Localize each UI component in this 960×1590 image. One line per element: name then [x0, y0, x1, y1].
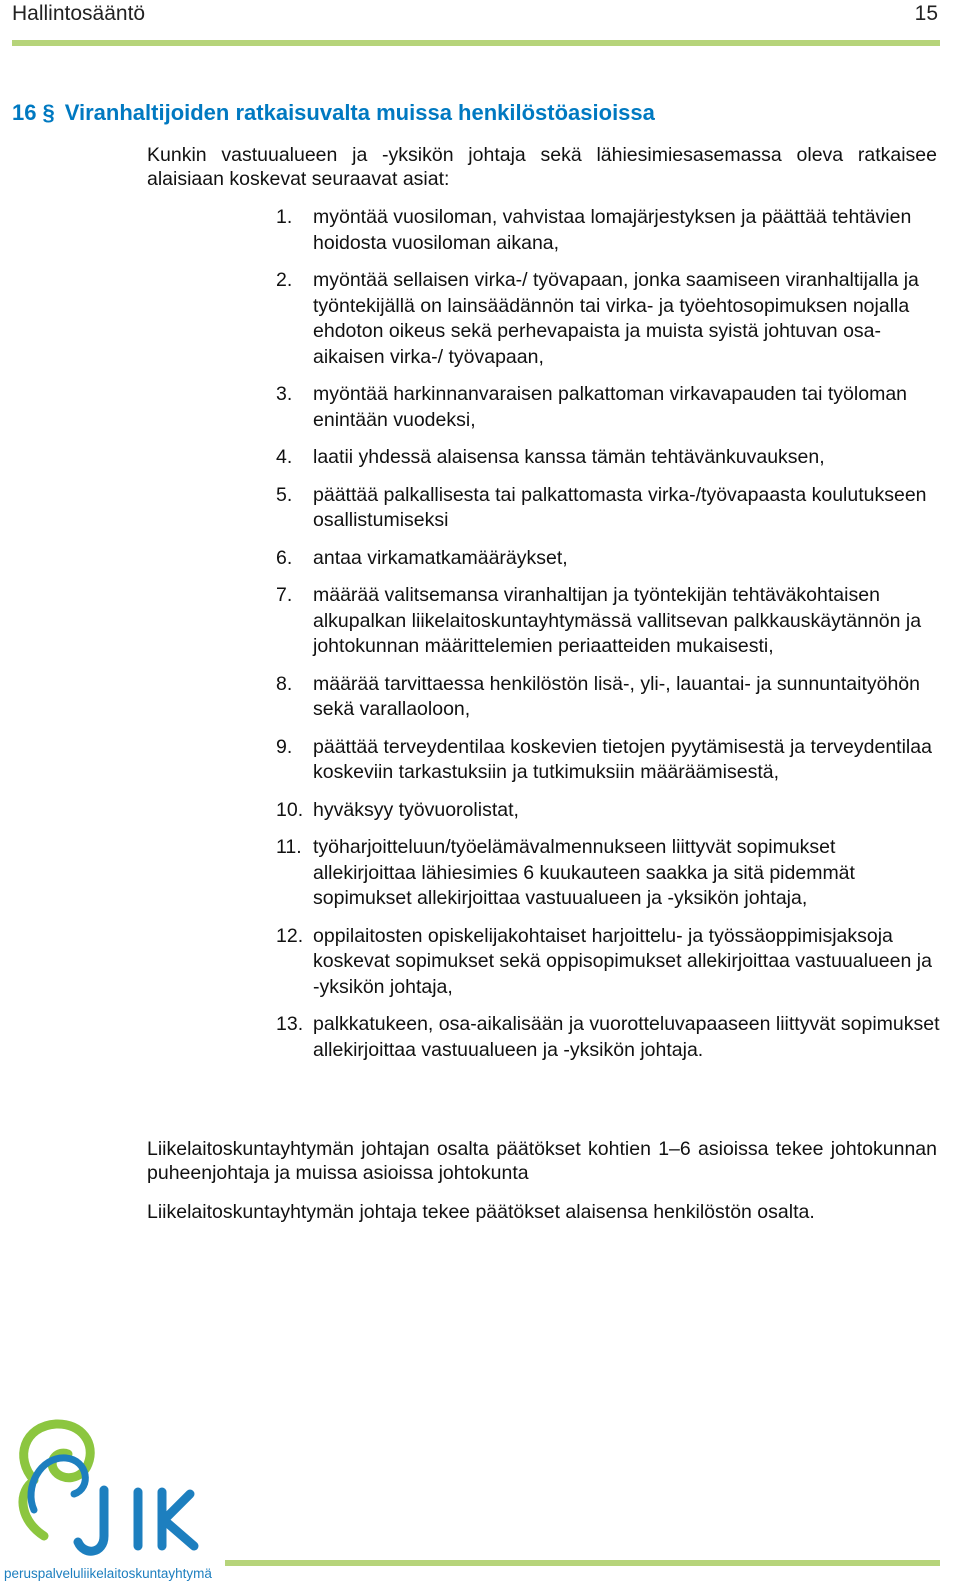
item-text: määrää tarvittaessa henkilöstön lisä-, yli-, lauantai- ja sunnuntaityöhön sekä varallaoloon, — [313, 672, 920, 720]
list-item — [265, 798, 940, 824]
item-text: päättää terveydentilaa koskevien tietojen pyytämisestä ja terveydentilaa koskeviin tarkastuksiin ja tutkimuksiin määräämisestä, — [313, 735, 932, 783]
page-number: 15 — [914, 2, 938, 25]
footer-rule — [225, 1560, 940, 1566]
section-symbol: § — [42, 100, 55, 125]
item-number: 3. — [276, 383, 293, 405]
list-item — [265, 205, 940, 256]
item-number: 2. — [276, 269, 293, 291]
jik-logo-mark — [4, 1418, 224, 1568]
header-rule — [12, 40, 940, 46]
section-title: Viranhaltijoiden ratkaisuvalta muissa henkilöstöasioissa — [64, 100, 655, 125]
item-number: 9. — [276, 735, 293, 758]
list-item — [265, 583, 940, 660]
section-heading — [12, 100, 655, 126]
item-text: antaa virkamatkamääräykset, — [313, 546, 568, 569]
item-number: 5. — [276, 483, 293, 506]
list-item — [265, 672, 940, 723]
closing-paragraph: Liikelaitoskuntayhtymän johtaja tekee päätökset alaisensa henkilöstön osalta. — [147, 1201, 815, 1223]
section-number: 16 — [12, 100, 37, 125]
item-text: päättää palkallisesta tai palkattomasta virka-/työvapaasta koulutukseen osallistumiseksi — [313, 483, 927, 531]
item-number: 13. — [276, 1013, 304, 1035]
item-text: oppilaitosten opiskelijakohtaiset harjoittelu- ja työssäoppimisjaksoja koskevat sopimukset sekä oppisopimukset allekirjoittaa vastuualueen ja -yksikön johtaja, — [313, 924, 932, 998]
item-number: 6. — [276, 546, 293, 569]
list-item — [265, 483, 940, 534]
item-text: hyväksyy työvuorolistat, — [313, 798, 519, 821]
item-list — [265, 205, 940, 1075]
list-item — [265, 268, 940, 370]
list-item — [265, 546, 940, 572]
list-item — [265, 735, 940, 786]
item-number: 7. — [276, 584, 293, 606]
logo-caption: peruspalveluliikelaitoskuntayhtymä — [4, 1566, 212, 1581]
item-text: myöntää harkinnanvaraisen palkattoman virkavapauden tai työloman enintään vuodeksi, — [313, 383, 908, 431]
item-number: 4. — [276, 446, 293, 468]
closing-paragraph: Liikelaitoskuntayhtymän johtajan osalta päätökset kohtien 1–6 asioissa tekee johtokunnan puheenjohtaja ja muissa asioissa johtokunta — [147, 1138, 937, 1184]
item-number: 11. — [276, 836, 302, 858]
page-header — [10, 2, 940, 32]
item-text: työharjoitteluun/työelämävalmennukseen liittyvät sopimukset allekirjoittaa lähiesimies 6 kuukauteen saakka ja sitä pidemmät sopimukset allekirjoittaa vastuualueen ja -yksikön johtaja, — [313, 836, 855, 909]
jik-logo — [4, 1418, 224, 1588]
item-number: 12. — [276, 924, 304, 947]
item-number: 10. — [276, 798, 304, 821]
item-text: palkkatukeen, osa-aikalisään ja vuorotteluvapaaseen liittyvät sopimukset allekirjoittaa vastuualueen ja -yksikön johtaja. — [313, 1013, 940, 1061]
list-item — [265, 835, 940, 912]
list-item — [265, 445, 940, 471]
intro-paragraph: Kunkin vastuualueen ja -yksikön johtaja sekä lähiesimiesasemassa oleva ratkaisee alaisiaan koskevat seuraavat asiat: — [147, 144, 937, 190]
list-item — [265, 382, 940, 433]
item-number: 8. — [276, 672, 293, 695]
item-text: myöntää sellaisen virka-/ työvapaan, jonka saamiseen viranhaltijalla ja työntekijällä on lainsäädännön tai virka- ja työehtosopimuksen nojalla ehdoton oikeus sekä perhevapaista ja muista syistä johtuvan osa-aikaisen virka-/ työvapaan, — [313, 269, 919, 368]
document-title: Hallintosääntö — [12, 2, 146, 25]
item-number: 1. — [276, 206, 293, 228]
item-text: laatii yhdessä alaisensa kanssa tämän tehtävänkuvauksen, — [313, 446, 825, 468]
item-text: määrää valitsemansa viranhaltijan ja työntekijän tehtäväkohtaisen alkupalkan liikelaitoskuntayhtymässä vallitsevan palkkauskäytännön ja johtokunnan määrittelemien periaatteiden mukaisesti, — [313, 584, 922, 657]
list-item — [265, 924, 940, 1001]
list-item — [265, 1012, 940, 1063]
item-text: myöntää vuosiloman, vahvistaa lomajärjestyksen ja päättää tehtävien hoidosta vuosiloman aikana, — [313, 206, 912, 254]
